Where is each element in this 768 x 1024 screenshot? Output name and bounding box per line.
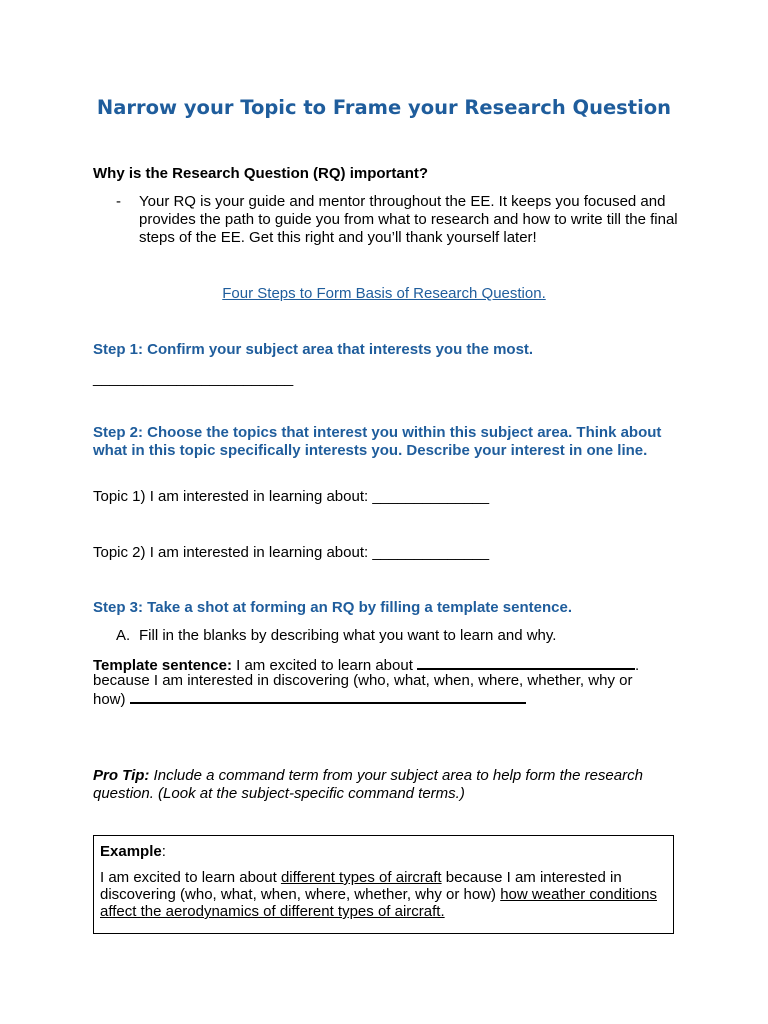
- step3-heading: Step 3: Take a shot at forming an RQ by filling a template sentence.: [93, 599, 572, 616]
- why-bullet-text: Your RQ is your guide and mentor throughout the EE. It keeps you focused and provides the path to guide you from what to research and how to write till the final steps of the EE. Get this right and you’ll thank yourself later!: [139, 193, 678, 246]
- template-sentence-line3: [93, 689, 693, 709]
- why-heading: Why is the Research Question (RQ) important?: [93, 165, 429, 182]
- topic2-line: [93, 544, 489, 562]
- template-part3: how): [93, 691, 130, 708]
- example-underline2: how weather conditions affect the aerodynamics of different types of aircraft.: [100, 886, 657, 920]
- example-label: Example: [100, 843, 162, 860]
- list-marker-a: A.: [116, 627, 131, 644]
- pro-tip: [93, 767, 683, 803]
- step3-item-text: Fill in the blanks by describing what you want to learn and why.: [139, 627, 557, 644]
- step1-answer-blank[interactable]: ________________________: [93, 370, 294, 387]
- example-colon: :: [161, 843, 166, 860]
- template-part1: I am excited to learn about: [231, 657, 418, 674]
- step2-heading: Step 2: Choose the topics that interest you within this subject area. Think about what in this topic specifically interests you. Describe your interest in one line.: [93, 424, 662, 459]
- template-period: .: [635, 657, 640, 674]
- template-part2: because I am interested in discovering (who, what, when, where, whether, why or: [93, 672, 633, 689]
- example-part1: I am excited to learn about: [100, 869, 281, 886]
- example-part2: because I am interested in discovering (who, what, when, where, whether, why or how): [100, 869, 622, 903]
- example-heading: [100, 843, 166, 861]
- template-blank-reason[interactable]: [130, 689, 526, 704]
- pro-tip-text: Include a command term from your subject area to help form the research question. (Look at the subject-specific command terms.): [93, 767, 643, 802]
- example-underline1: different types of aircraft: [280, 869, 442, 886]
- template-label: Template sentence:: [93, 657, 232, 674]
- step1-heading: Step 1: Confirm your subject area that interests you the most.: [93, 341, 534, 358]
- topic1-line: [93, 488, 489, 506]
- pro-tip-label: Pro Tip:: [93, 767, 150, 784]
- topic2-blank[interactable]: ______________: [372, 544, 490, 561]
- topic2-label: Topic 2) I am interested in learning about:: [93, 544, 373, 561]
- example-text: [100, 869, 660, 920]
- topic1-label: Topic 1) I am interested in learning about:: [93, 488, 373, 505]
- example-box: [93, 835, 674, 934]
- page-title: Narrow your Topic to Frame your Research Question: [96, 96, 672, 119]
- four-steps-link[interactable]: Four Steps to Form Basis of Research Question.: [222, 285, 546, 302]
- bullet-marker: -: [116, 193, 121, 210]
- topic1-blank[interactable]: ______________: [372, 488, 490, 505]
- template-blank-topic[interactable]: [417, 655, 635, 670]
